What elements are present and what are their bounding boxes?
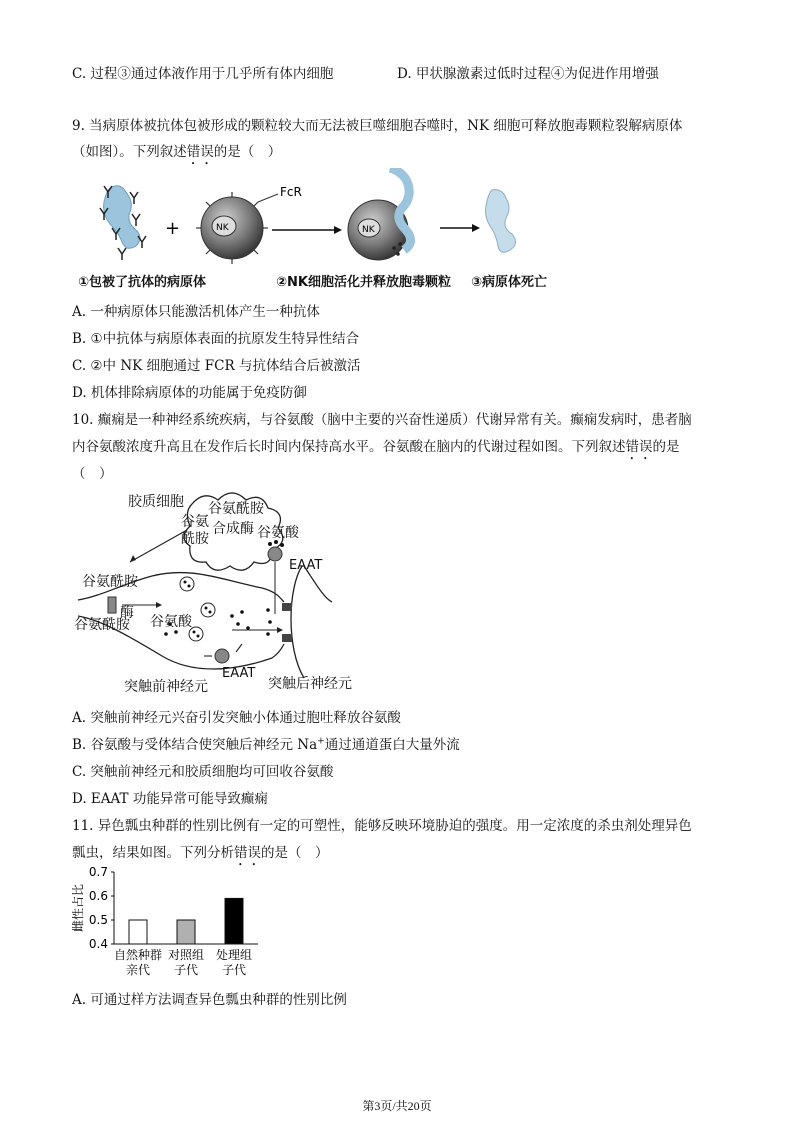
bar-2 xyxy=(225,898,243,944)
y-tick-label-0: 0.4 xyxy=(88,937,108,951)
q10-stem-line1: 10. 癫痫是一种神经系统疾病，与谷氨酸（脑中主要的兴奋性递质）代谢异常有关。癫痫发病时，患者脑 xyxy=(72,412,692,428)
y-tick-label-3: 0.7 xyxy=(88,865,108,879)
glutamine-mid-label: 谷氨酰胺 xyxy=(74,617,130,633)
eaat-glia-label: EAAT xyxy=(289,558,323,573)
y-tick-label-1: 0.5 xyxy=(88,913,108,927)
page-footer: 第3页/共20页 xyxy=(362,1099,432,1113)
bar-1 xyxy=(177,920,195,944)
emphasis-wrong: 错误 xyxy=(186,144,214,160)
q9-caption-1: ①包被了抗体的病原体 xyxy=(78,275,207,290)
presynaptic-label: 突触前神经元 xyxy=(124,679,208,695)
postsynaptic-label: 突触后神经元 xyxy=(268,676,352,692)
q9-option-d: D. 机体排除病原体的功能属于免疫防御 xyxy=(72,385,307,401)
q9-option-a: A. 一种病原体只能激活机体产生一种抗体 xyxy=(72,304,320,320)
glutamate-mid-label: 谷氨酸 xyxy=(150,614,192,630)
plus-sign: + xyxy=(165,218,181,239)
pathogen-with-antibodies xyxy=(100,186,146,260)
sex-ratio-bar-chart xyxy=(68,864,268,982)
q9-caption-2: ②NK细胞活化并释放胞毒颗粒 xyxy=(276,275,451,290)
q11-option-a: A. 可通过样方法调查异色瓢虫种群的性别比例 xyxy=(72,992,347,1008)
synthetase-label-2: 酰胺 xyxy=(181,531,209,547)
q9-stem-line1: 9. 当病原体被抗体包被形成的颗粒较大而无法被巨噬细胞吞噬时，NK 细胞可释放胞毒颗粒裂解病原体 xyxy=(72,118,683,134)
x-tick-label-2-1: 子代 xyxy=(221,963,247,977)
bar-0 xyxy=(129,920,147,944)
y-tick-label-2: 0.6 xyxy=(88,889,108,903)
x-tick-label-0-0: 自然种群 xyxy=(113,948,163,962)
q9-option-b: B. ①中抗体与病原体表面的抗原发生特异性结合 xyxy=(72,331,360,347)
x-tick-label-1-1: 子代 xyxy=(173,963,199,977)
q10-stem-line3: （ ） xyxy=(72,466,113,482)
fcr-label: FcR xyxy=(280,185,302,199)
x-tick-label-0-1: 亲代 xyxy=(125,963,151,977)
svg-text:NK: NK xyxy=(216,223,229,233)
x-tick-label-2-0: 处理组 xyxy=(215,948,253,962)
nk-cell xyxy=(196,192,268,264)
q9-caption-3: ③病原体死亡 xyxy=(471,275,548,290)
arrow-1 xyxy=(272,226,342,234)
glial-cell-label: 胶质细胞 xyxy=(128,494,184,510)
y-axis-label: 雌性占比 xyxy=(71,883,85,933)
dead-pathogen xyxy=(486,190,516,253)
emphasis-wrong: 错误 xyxy=(234,845,261,861)
emphasis-wrong: 错误 xyxy=(625,439,653,455)
q10-option-c: C. 突触前神经元和胶质细胞均可回收谷氨酸 xyxy=(72,764,334,780)
synthetase-label-1: 谷氨 xyxy=(181,514,209,530)
q9-option-c: C. ②中 NK 细胞通过 FCR 与抗体结合后被激活 xyxy=(72,358,361,374)
q11-stem-line1: 11. 异色瓢虫种群的性别比例有一定的可塑性，能够反映环境胁迫的强度。用一定浓度的杀虫剂处理异色 xyxy=(72,818,692,834)
q10-option-b: B. 谷氨酸与受体结合使突触后神经元 Na+通过通道蛋白大量外流 xyxy=(72,736,460,753)
q10-option-d: D. EAAT 功能异常可能导致癫痫 xyxy=(72,791,268,807)
q11-stem-line2: 瓢虫，结果如图。下列分析错误的是（ ） xyxy=(72,845,329,861)
q8-option-c: C. 过程③通过体液作用于几乎所有体内细胞 xyxy=(72,66,334,82)
q10-stem-line2: 内谷氨酸浓度升高且在发作后长时间内保持高水平。谷氨酸在脑内的代谢过程如图。下列叙述错误的是 xyxy=(72,439,680,455)
glutamate-top-label: 谷氨酸 xyxy=(257,525,299,541)
enzyme-label: 酶 xyxy=(120,605,134,621)
glutamine-left-label: 谷氨酰胺 xyxy=(82,574,138,590)
arrow-2 xyxy=(440,224,480,232)
nk-cell-activated xyxy=(348,168,411,260)
q10-option-a: A. 突触前神经元兴奋引发突触小体通过胞吐释放谷氨酸 xyxy=(72,710,401,726)
eaat-pre-label: EAAT xyxy=(222,666,256,681)
x-tick-label-1-0: 对照组 xyxy=(167,948,205,962)
q9-stem-line2: （如图）。下列叙述错误的是（ ） xyxy=(72,144,282,160)
q9-figure xyxy=(72,168,592,268)
synthetase-label-3: 合成酶 xyxy=(212,521,254,537)
q8-option-d: D. 甲状腺激素过低时过程④为促进作用增强 xyxy=(397,66,659,82)
glutamine-top-label: 谷氨酰胺 xyxy=(208,501,264,517)
svg-text:NK: NK xyxy=(362,225,375,235)
